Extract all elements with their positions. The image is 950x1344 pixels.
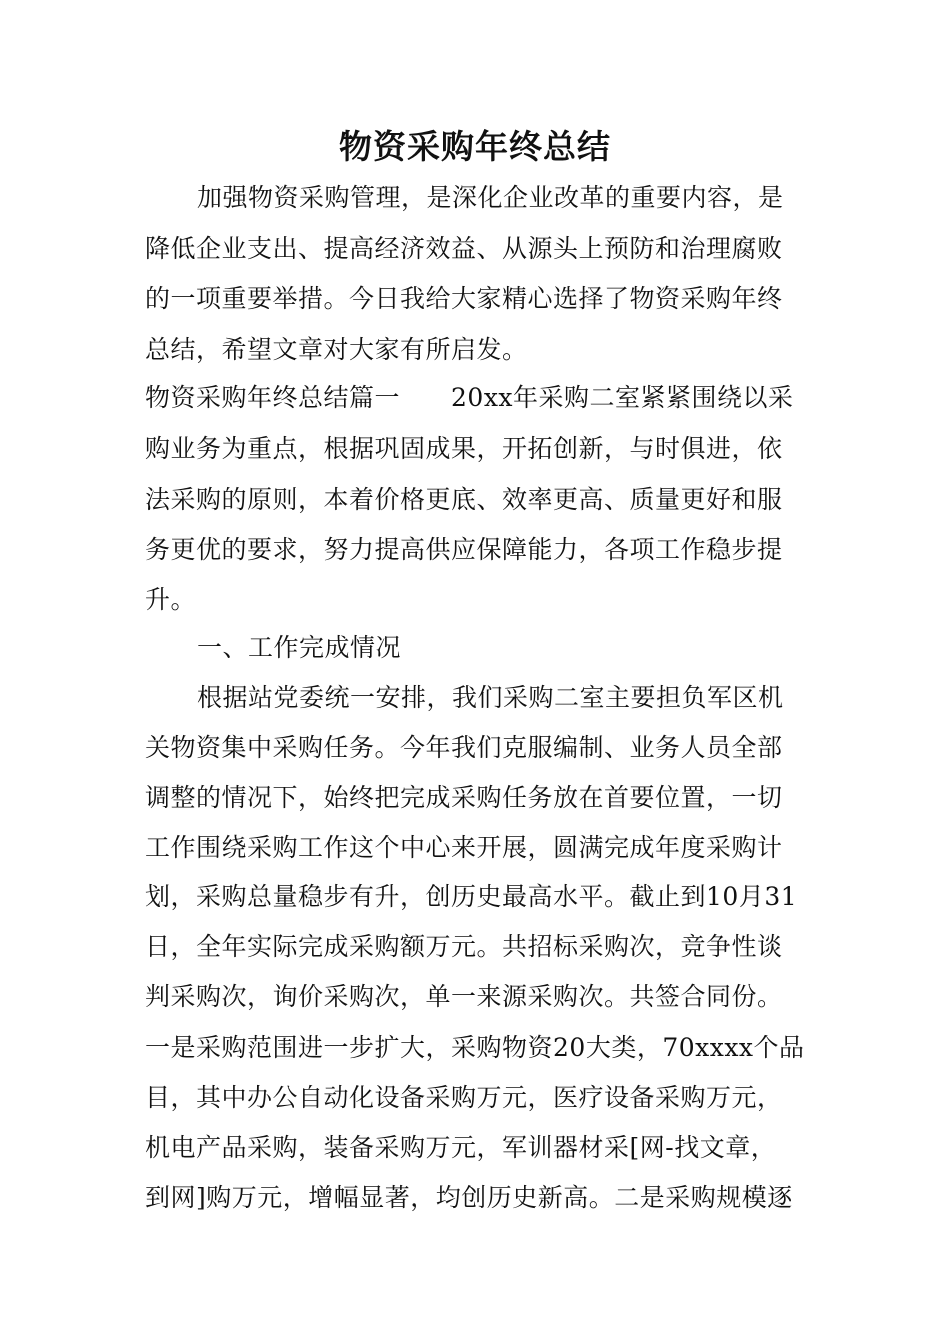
- paragraph-line: 日，全年实际完成采购额万元。共招标采购次，竞争性谈: [145, 932, 783, 961]
- paragraph-line: 机电产品采购，装备采购万元，军训器材采[网-找文章，: [145, 1133, 777, 1162]
- paragraph-line: 判采购次，询价采购次，单一来源采购次。共签合同份。: [145, 982, 783, 1011]
- paragraph-line: 物资采购年终总结篇一 20xx年采购二室紧紧围绕以采: [145, 383, 794, 412]
- paragraph-line: 的一项重要举措。今日我给大家精心选择了物资采购年终: [145, 284, 783, 313]
- paragraph-line: 一是采购范围进一步扩大，采购物资20大类，70xxxx个品: [145, 1033, 805, 1062]
- paragraph-line: 划，采购总量稳步有升，创历史最高水平。截止到10月31: [145, 882, 798, 911]
- paragraph-line: 务更优的要求，努力提高供应保障能力，各项工作稳步提: [145, 535, 783, 564]
- paragraph-line: 法采购的原则，本着价格更底、效率更高、质量更好和服: [145, 485, 783, 514]
- paragraph-line: 加强物资采购管理，是深化企业改革的重要内容，是: [197, 183, 784, 212]
- paragraph-line: 目，其中办公自动化设备采购万元，医疗设备采购万元，: [145, 1083, 783, 1112]
- paragraph-line: 升。: [145, 585, 197, 614]
- paragraph-line: 根据站党委统一安排，我们采购二室主要担负军区机: [197, 683, 784, 712]
- paragraph-line: 关物资集中采购任务。今年我们克服编制、业务人员全部: [145, 733, 783, 762]
- paragraph-line: 降低企业支出、提高经济效益、从源头上预防和治理腐败: [145, 234, 783, 263]
- paragraph-line: 总结，希望文章对大家有所启发。: [145, 335, 528, 364]
- paragraph-line: 购业务为重点，根据巩固成果，开拓创新，与时俱进，依: [145, 434, 783, 463]
- paragraph-line: 到网]购万元，增幅显著，均创历史新高。二是采购规模逐: [145, 1183, 793, 1212]
- paragraph-line: 调整的情况下，始终把完成采购任务放在首要位置，一切: [145, 783, 783, 812]
- document-title: 物资采购年终总结: [339, 127, 611, 166]
- section-heading: 一、工作完成情况: [197, 633, 402, 662]
- paragraph-line: 工作围绕采购工作这个中心来开展，圆满完成年度采购计: [145, 833, 783, 862]
